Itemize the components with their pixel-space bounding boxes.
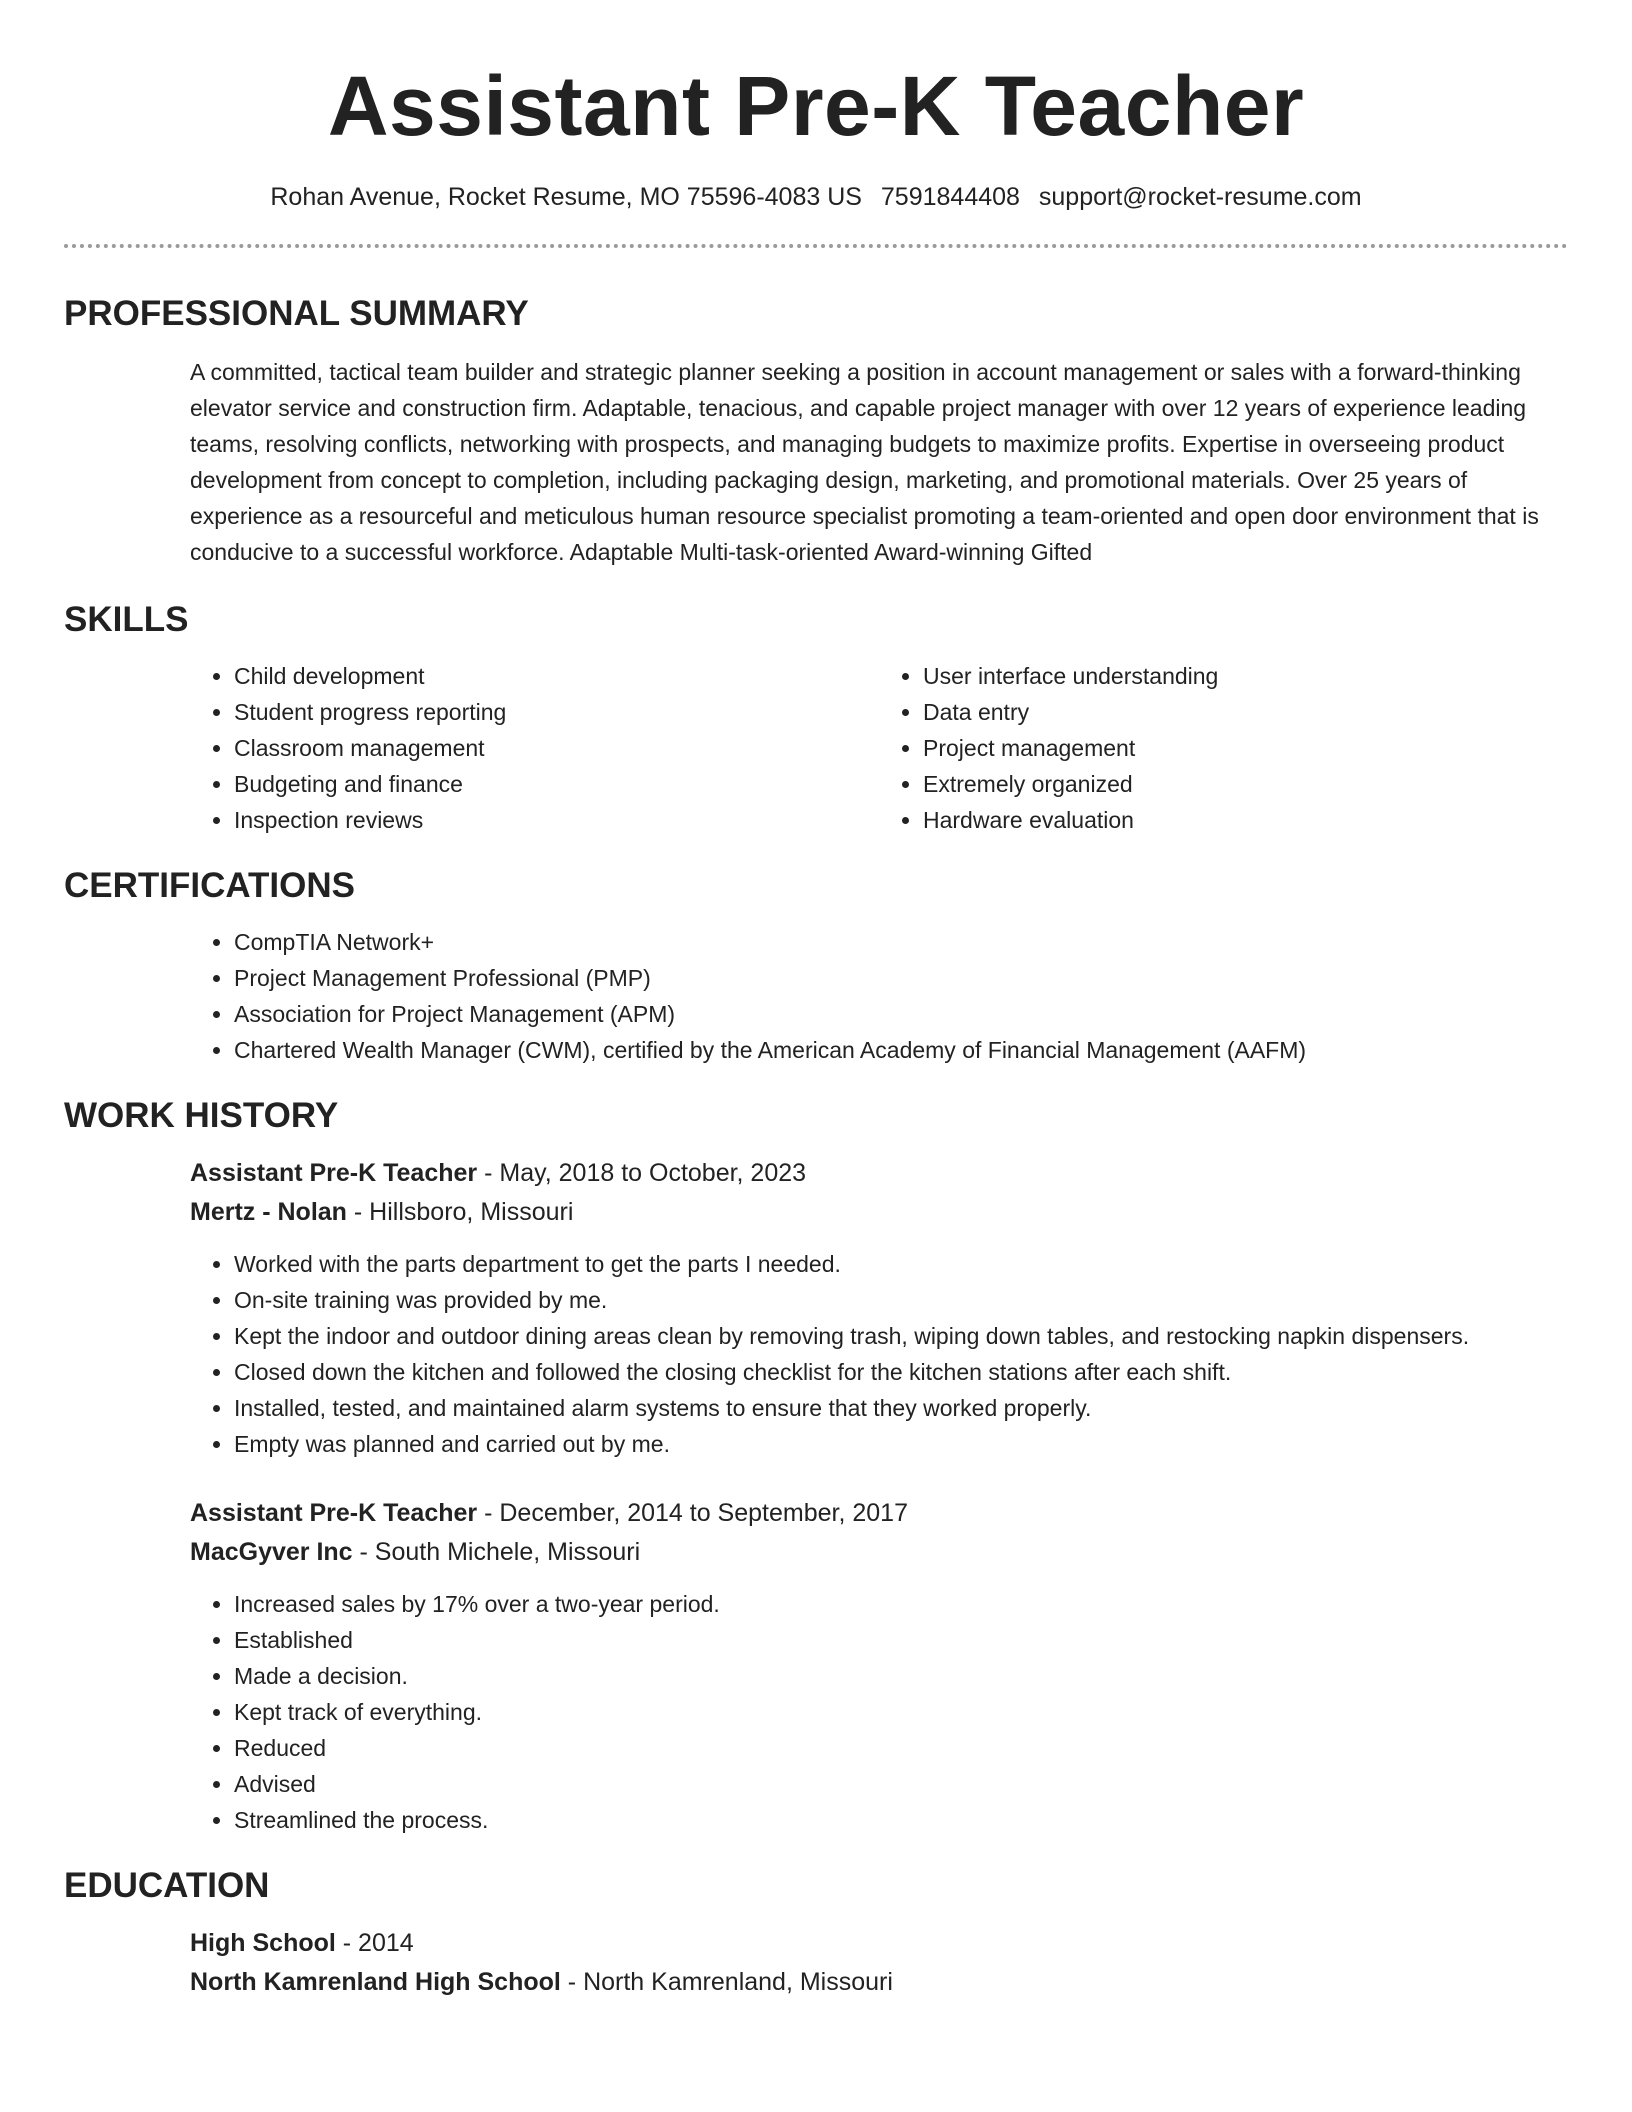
job-bullet: • Kept track of everything. [234,1694,1568,1730]
job-title-line [190,1494,1568,1533]
summary-text: A committed, tactical team builder and strategic planner seeking a position in account management or sales with a forward-thinking elevator service and construction firm. Adaptable, tenacious, and capable project manager with over 12 years of experience leading teams, resolving conflicts, networking with prospects, and managing budgets to maximize profits. Expertise in overseeing product development from concept to completion, including packaging design, marketing, and promotional materials. Over 25 years of experience as a resourceful and meticulous human resource specialist promoting a team-oriented and open door environment that is conducive to a successful workforce. Adaptable Multi-task-oriented Award-winning Gifted [190,359,1539,565]
certification-item: • Chartered Wealth Manager (CWM), certified by the American Academy of Financial Management (AAFM) [234,1032,1568,1068]
skill-item: • Classroom management [234,730,879,766]
job-bullet: • Advised [234,1766,1568,1802]
header-divider [64,244,1568,248]
job-bullet: • Empty was planned and carried out by me. [234,1426,1568,1462]
job-bullet: • Streamlined the process. [234,1802,1568,1838]
contact-address: Rohan Avenue, Rocket Resume, MO 75596-4083 US [270,183,862,211]
job-bullet: • Closed down the kitchen and followed the closing checklist for the kitchen stations after each shift. [234,1354,1568,1390]
certifications-list [190,924,1568,1068]
skill-item: • Data entry [923,694,1568,730]
job-company-line [190,1193,1568,1232]
job-bullet: • On-site training was provided by me. [234,1282,1568,1318]
skill-item: • Project management [923,730,1568,766]
job-bullets [190,1586,1568,1838]
job-bullet: • Kept the indoor and outdoor dining areas clean by removing trash, wiping down tables, and restocking napkin dispensers. [234,1318,1568,1354]
education-degree: High School [190,1929,336,1957]
skills-columns [190,658,1568,838]
job-bullet: • Installed, tested, and maintained alarm systems to ensure that they worked properly. [234,1390,1568,1426]
job-location: - Hillsboro, Missouri [346,1198,574,1226]
certifications-block [190,924,1568,1068]
skill-item: • Student progress reporting [234,694,879,730]
job-company-line [190,1533,1568,1572]
job-company: Mertz - Nolan [190,1198,347,1226]
job-bullet: • Worked with the parts department to get the parts I needed. [234,1246,1568,1282]
skill-item: • Budgeting and finance [234,766,879,802]
education-year: - 2014 [335,1929,414,1957]
job-bullet: • Reduced [234,1730,1568,1766]
work-history-heading: WORK HISTORY [64,1096,339,1135]
job-role: Assistant Pre-K Teacher [190,1499,478,1527]
skills-list-left [190,658,879,838]
certification-item: • CompTIA Network+ [234,924,1568,960]
job-title-line [190,1154,1568,1193]
education-entry [190,1924,1568,2002]
job-bullet: • Increased sales by 17% over a two-year period. [234,1586,1568,1622]
job-dates: - May, 2018 to October, 2023 [477,1159,807,1187]
job-location: - South Michele, Missouri [352,1538,641,1566]
summary-heading: PROFESSIONAL SUMMARY [64,294,529,333]
certification-item: • Association for Project Management (APM) [234,996,1568,1032]
skills-heading: SKILLS [64,600,189,639]
education-degree-line [190,1924,1568,1963]
job-bullets [190,1246,1568,1462]
contact-line [64,180,1568,214]
certifications-heading: CERTIFICATIONS [64,866,356,905]
skill-item: • Extremely organized [923,766,1568,802]
skill-item: • Child development [234,658,879,694]
job-entry [190,1494,1568,1838]
skill-item: • Hardware evaluation [923,802,1568,838]
skills-list-right [879,658,1568,838]
education-school: North Kamrenland High School [190,1968,561,1996]
job-company: MacGyver Inc [190,1538,353,1566]
job-bullet: • Made a decision. [234,1658,1568,1694]
job-dates: - December, 2014 to September, 2017 [477,1499,908,1527]
job-bullet: • Established [234,1622,1568,1658]
job-role: Assistant Pre-K Teacher [190,1159,478,1187]
resume-page [64,0,1568,2002]
skill-item: • Inspection reviews [234,802,879,838]
education-heading: EDUCATION [64,1866,270,1905]
education-school-line [190,1963,1568,2002]
certification-item: • Project Management Professional (PMP) [234,960,1568,996]
education-location: - North Kamrenland, Missouri [560,1968,893,1996]
skill-item: • User interface understanding [923,658,1568,694]
contact-phone: 7591844408 [880,183,1020,211]
contact-email: support@rocket-resume.com [1038,183,1362,211]
resume-name: Assistant Pre-K Teacher [327,59,1305,153]
job-entry [190,1154,1568,1462]
